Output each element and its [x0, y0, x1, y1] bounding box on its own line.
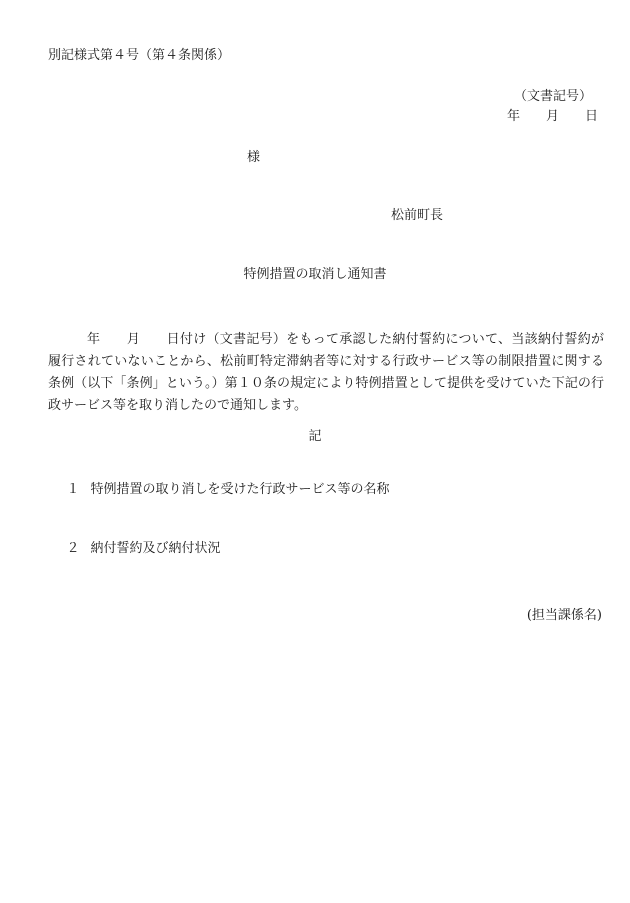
list-item-text: 特例措置の取り消しを受けた行政サービス等の名称: [90, 482, 390, 497]
body-paragraph: 年 月 日付け（文書記号）をもって承認した納付誓約について、当該納付誓約が履行されていないことから、松前町特定滞納者等に対する行政サービス等の制限措置に関する条例（以下「条例」という。）第１０条の規定により特例措置として提供を受けていた下記の行政サービス等を取り消したので通知します。: [48, 332, 604, 413]
section-name: (担当課係名): [526, 608, 602, 623]
addressee-honorific: 様: [247, 150, 261, 165]
list-item: [50, 529, 221, 568]
list-item-number: ２: [66, 541, 80, 556]
list-item: [50, 470, 390, 509]
sender-name: 松前町長: [391, 208, 444, 223]
ki-heading: 記: [308, 429, 322, 444]
form-number: 別記様式第４号（第４条関係）: [48, 48, 231, 63]
document-title: 特例措置の取消し通知書: [243, 267, 387, 282]
document-number: （文書記号）: [513, 89, 592, 104]
document-date: 年 月 日: [506, 109, 598, 124]
list-item-number: １: [66, 482, 80, 497]
list-item-text: 納付誓約及び納付状況: [90, 541, 221, 556]
